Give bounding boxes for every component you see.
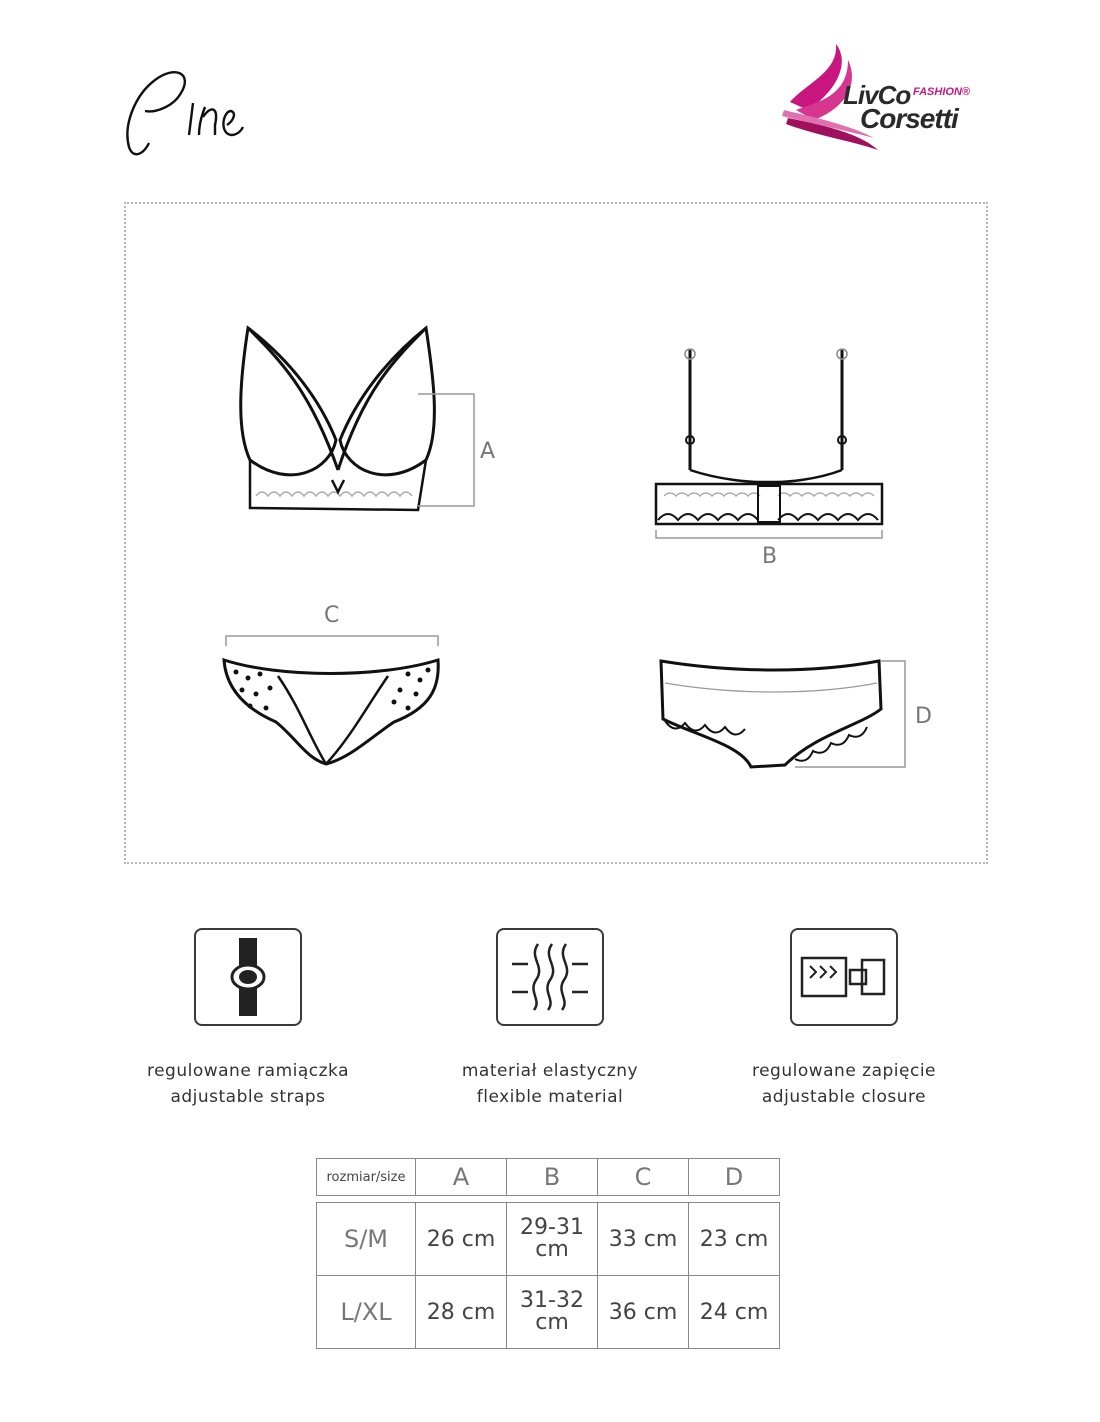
measure-b: 29-31 cm xyxy=(507,1203,598,1276)
hook-closure-icon xyxy=(790,928,898,1026)
dimension-label-d: D xyxy=(915,704,932,729)
size-label: L/XL xyxy=(317,1276,416,1349)
measure-a: 26 cm xyxy=(416,1203,507,1276)
brand-name-sub: FASHION® xyxy=(913,86,970,98)
feature-label-pl: regulowane ramiączka xyxy=(146,1061,350,1081)
size-table-header xyxy=(317,1159,780,1196)
feature-label-pl: regulowane zapięcie xyxy=(751,1061,937,1081)
measure-d: 23 cm xyxy=(689,1203,780,1276)
brand-name-top: LivCo xyxy=(843,80,911,110)
size-table xyxy=(316,1158,780,1349)
thong-illustration xyxy=(220,598,450,770)
measure-c: 33 cm xyxy=(598,1203,689,1276)
feature-label-en: flexible material xyxy=(476,1087,624,1107)
bra-front-illustration xyxy=(230,320,510,520)
title-text: Pine xyxy=(315,255,318,256)
size-table-corner: rozmiar/size xyxy=(317,1159,416,1196)
dimension-label-a: A xyxy=(480,439,496,464)
brand-logo xyxy=(778,32,1018,154)
elastic-material-icon xyxy=(496,928,604,1026)
adjustable-strap-icon xyxy=(194,928,302,1026)
measure-c: 36 cm xyxy=(598,1276,689,1349)
size-label: S/M xyxy=(317,1203,416,1276)
measure-b: 31-32 cm xyxy=(507,1276,598,1349)
column-header-b: B xyxy=(507,1159,598,1196)
feature-label-pl: materiał elastyczny xyxy=(461,1061,639,1081)
table-row xyxy=(317,1276,780,1349)
feature-flexible-material xyxy=(400,928,700,1110)
feature-label-en: adjustable closure xyxy=(761,1087,927,1107)
dimension-label-c: C xyxy=(324,603,340,628)
product-title xyxy=(115,55,318,256)
column-header-c: C xyxy=(598,1159,689,1196)
feature-label-en: adjustable straps xyxy=(170,1087,326,1107)
feature-adjustable-closure xyxy=(694,928,994,1110)
feature-adjustable-straps xyxy=(98,928,398,1110)
column-header-d: D xyxy=(689,1159,780,1196)
bra-back-illustration xyxy=(650,340,890,570)
dimension-label-b: B xyxy=(762,544,778,569)
brand-name-bottom: Corsetti xyxy=(860,103,958,134)
measure-a: 28 cm xyxy=(416,1276,507,1349)
brief-illustration xyxy=(655,655,945,775)
measure-d: 24 cm xyxy=(689,1276,780,1349)
column-header-a: A xyxy=(416,1159,507,1196)
table-row xyxy=(317,1203,780,1276)
